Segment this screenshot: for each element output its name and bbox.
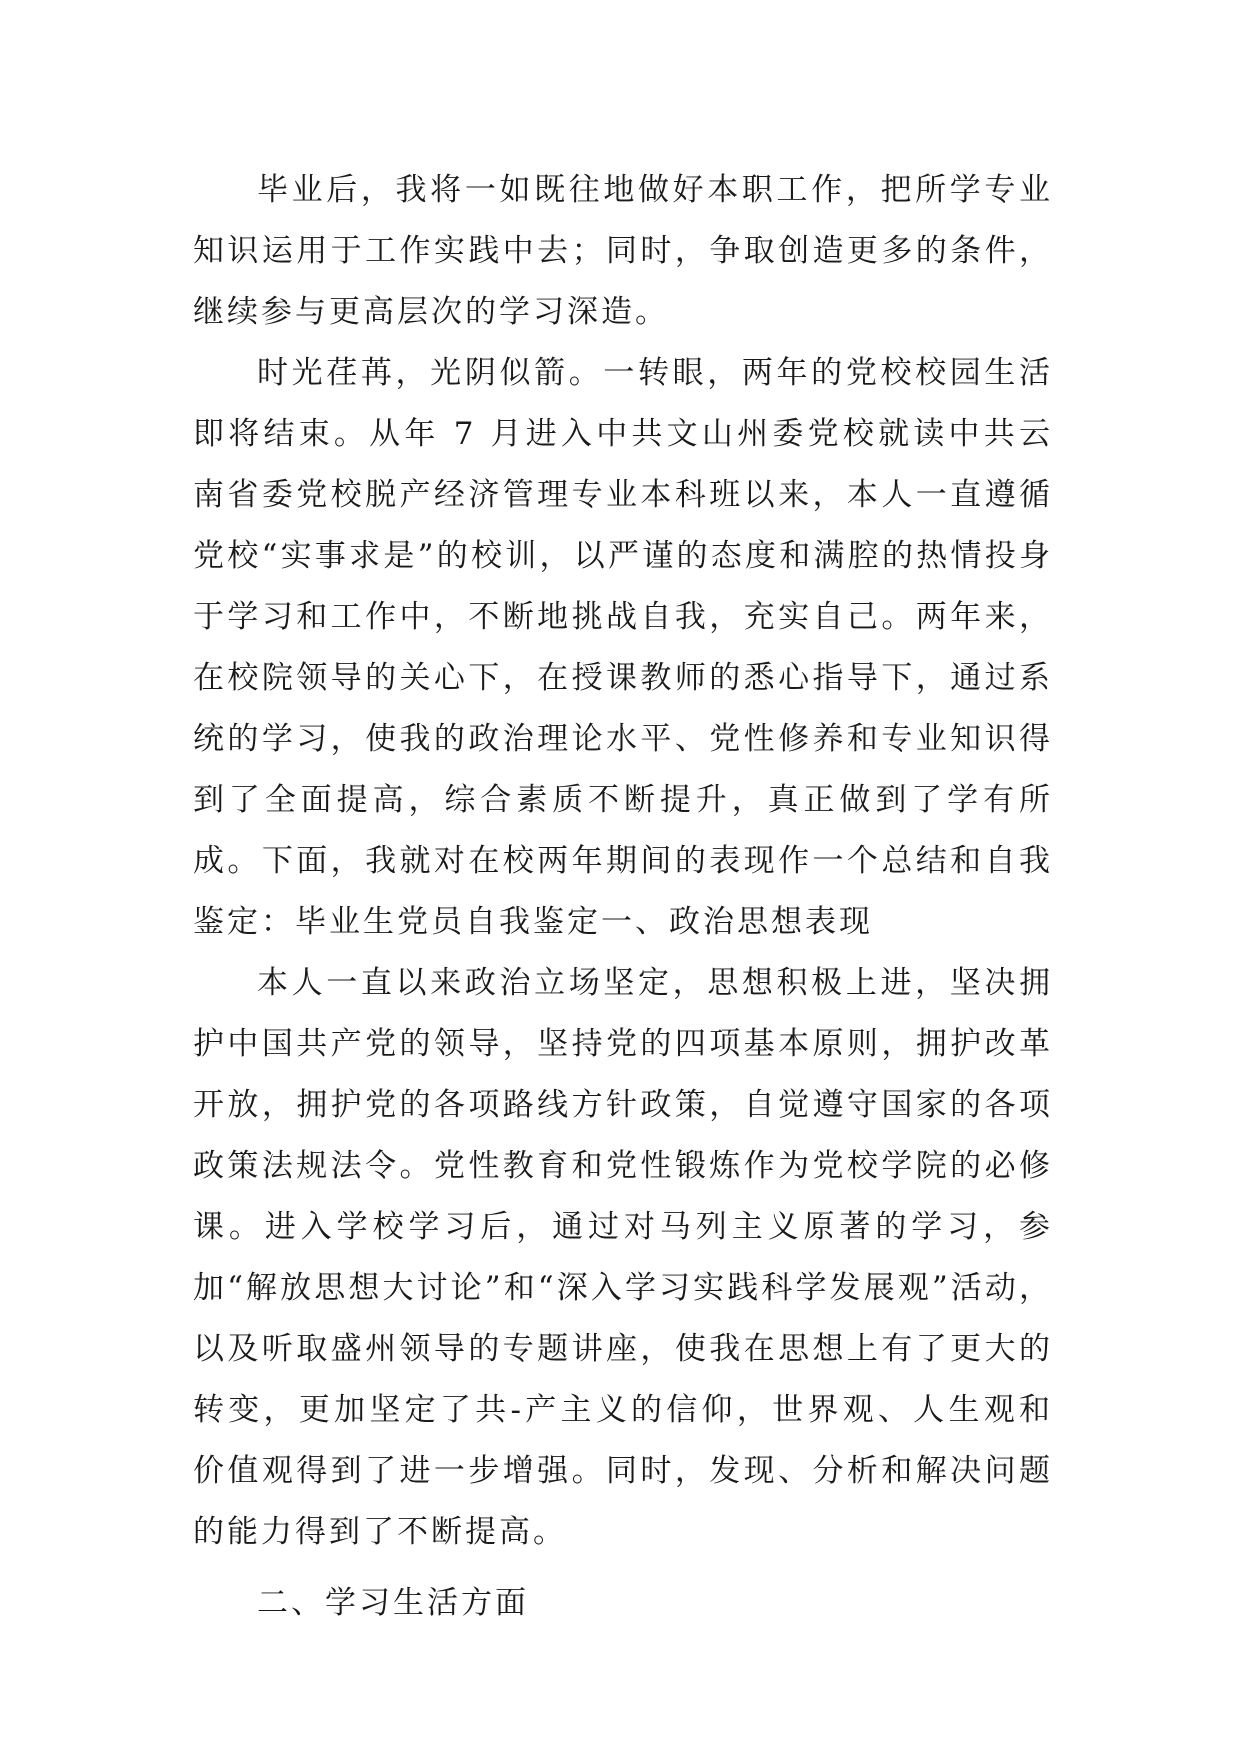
paragraph-school-summary: 时光荏苒，光阴似箭。一转眼，两年的党校校园生活即将结束。从年 7 月进入中共文山州委党校就读中共云南省委党校脱产经济管理专业本科班以来，本人一直遵循党校“实事求是”的校训，以严谨的态度和满腔的热情投身于学习和工作中，不断地挑战自我，充实自己。两年来，在校院领导的关心下，在授课教师的悉心指导下，通过系统的学习，使我的政治理论水平、党性修养和专业知识得到了全面提高，综合素质不断提升，真正做到了学有所成。下面，我就对在校两年期间的表现作一个总结和自我 鉴定：毕业生党员自我鉴定一、政治思想表现 <box>193 355 1053 940</box>
document-body <box>193 160 1053 1634</box>
paragraph-further-study: 毕业后，我将一如既往地做好本职工作，把所学专业知识运用于工作实践中去；同时，争取创造更多的条件，继续参与更高层次的学习深造。 <box>193 172 1053 330</box>
paragraph-political-thought: 本人一直以来政治立场坚定，思想积极上进，坚决拥护中国共产党的领导，坚持党的四项基本原则，拥护改革开放，拥护党的各项路线方针政策，自觉遵守国家的各项政策法规法令。党性教育和党性锻炼作为党校学院的必修课。进入学校学习后，通过对马列主义原著的学习，参加“解放思想大讨论”和“深入学习实践科学发展观”活动，以及听取盛州领导的专题讲座，使我在思想上有了更大的转变，更加坚定了共-产主义的信仰，世界观、人生观和价值观得到了进一步增强。同时，发现、分析和解决问题的能力得到了不断提高。 <box>193 965 1053 1550</box>
section-heading-study-life: 二、学习生活方面 <box>257 1585 529 1621</box>
